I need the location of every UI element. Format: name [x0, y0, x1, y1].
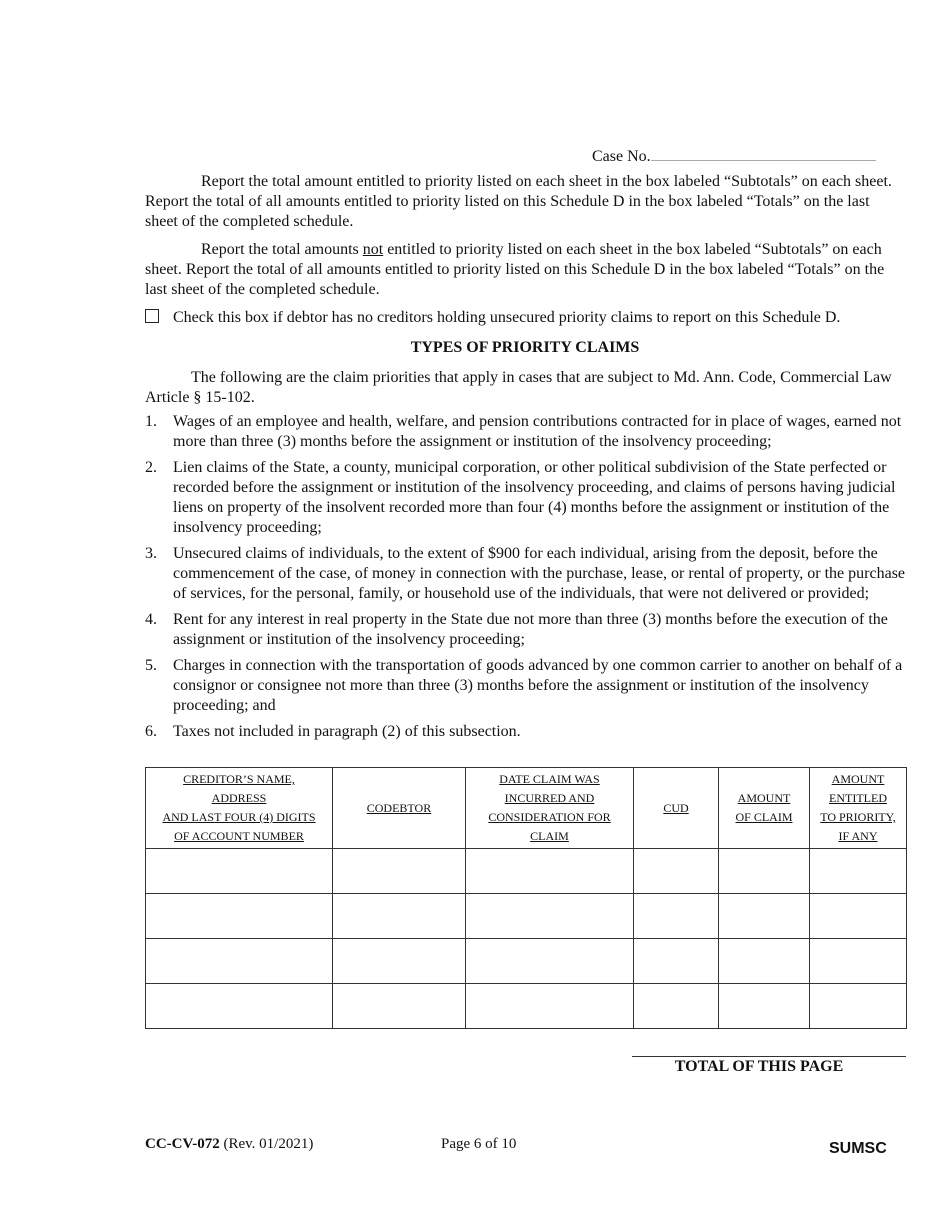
priority-claims-heading: TYPES OF PRIORITY CLAIMS — [410, 339, 640, 356]
priority-list — [145, 412, 905, 748]
footer-page-number: Page 6 of 10 — [441, 1136, 517, 1152]
table-cell[interactable] — [810, 984, 907, 1029]
case-number-label: Case No. — [592, 148, 651, 165]
table-row — [146, 939, 907, 984]
table-cell[interactable] — [466, 849, 634, 894]
table-row — [146, 984, 907, 1029]
priority-item-number: 6. — [145, 723, 157, 740]
table-cell[interactable] — [719, 984, 810, 1029]
table-cell[interactable] — [146, 984, 333, 1029]
table-cell[interactable] — [146, 849, 333, 894]
table-cell[interactable] — [719, 849, 810, 894]
priority-item — [145, 610, 905, 650]
form-number: CC-CV-072 — [145, 1136, 220, 1152]
table-cell[interactable] — [146, 939, 333, 984]
col-header-date-claim: DATE CLAIM WAS INCURRED AND CONSIDERATION FOR CLAIM — [466, 768, 634, 849]
table-cell[interactable] — [466, 939, 634, 984]
table-cell[interactable] — [719, 939, 810, 984]
priority-item — [145, 412, 905, 452]
instruction-paragraph-1: Report the total amount entitled to priority listed on each sheet in the box labeled “Subtotals” on each sheet. Report the total of all amounts entitled to priority listed on this Schedule D in the box labeled “Totals” on the last sheet of the completed schedule. — [145, 173, 892, 230]
footer-court-code: SUMSC — [829, 1140, 887, 1157]
total-of-page-label: TOTAL OF THIS PAGE — [674, 1058, 844, 1075]
priority-item-number: 2. — [145, 459, 157, 476]
priority-item — [145, 544, 905, 604]
table-cell[interactable] — [810, 849, 907, 894]
table-cell[interactable] — [719, 894, 810, 939]
table-cell[interactable] — [146, 894, 333, 939]
table-cell[interactable] — [634, 849, 719, 894]
table-cell[interactable] — [466, 894, 634, 939]
no-creditors-checkbox-label: Check this box if debtor has no creditors holding unsecured priority claims to report on this Schedule D. — [173, 309, 841, 326]
form-revision: (Rev. 01/2021) — [219, 1136, 314, 1152]
priority-item-number: 1. — [145, 413, 157, 430]
no-creditors-checkbox-row — [145, 308, 905, 328]
table-cell[interactable] — [810, 894, 907, 939]
priority-item-number: 3. — [145, 545, 157, 562]
para2-text-after: entitled to priority listed on each sheet in the box labeled “Subtotals” on each sheet. Report the total of all amounts entitled to priority listed on this Schedule D in the box labeled “Totals” on the last sheet of the completed schedule. — [145, 241, 885, 298]
priority-item — [145, 458, 905, 538]
priority-item-text: Wages of an employee and health, welfare, and pension contributions contracted for in place of wages, earned not more than three (3) months before the assignment or institution of the insolvency proceeding; — [173, 413, 902, 450]
table-cell[interactable] — [333, 984, 466, 1029]
table-cell[interactable] — [634, 939, 719, 984]
para2-text-before: Report the total amounts — [201, 241, 363, 258]
priority-item — [145, 656, 905, 716]
priority-item-text: Taxes not included in paragraph (2) of this subsection. — [173, 723, 521, 740]
table-cell[interactable] — [333, 939, 466, 984]
priority-item-text: Unsecured claims of individuals, to the extent of $900 for each individual, arising from the deposit, before the commencement of the case, of money in connection with the purchase, lease, or rental of property, or the purchase of services, for the personal, family, or household use of the individuals, that were not delivered or provided; — [173, 545, 906, 602]
table-row — [146, 849, 907, 894]
priority-item-text: Charges in connection with the transportation of goods advanced by one common carrier to another on behalf of a consignor or consignee not more than three (3) months before the assignment or institution of the insolvency proceeding; and — [173, 657, 903, 714]
instruction-paragraph-2 — [145, 240, 900, 300]
col-header-creditor: CREDITOR’S NAME, ADDRESS AND LAST FOUR (4) DIGITS OF ACCOUNT NUMBER — [146, 768, 333, 849]
priority-item-number: 5. — [145, 657, 157, 674]
table-cell[interactable] — [333, 894, 466, 939]
table-row — [146, 894, 907, 939]
col-header-amount-of-claim: AMOUNT OF CLAIM — [719, 768, 810, 849]
priority-item-text: Rent for any interest in real property in the State due not more than three (3) months before the execution of the assignment or institution of the insolvency proceeding; — [173, 611, 888, 648]
table-header-row — [146, 768, 907, 849]
no-creditors-checkbox[interactable] — [145, 309, 159, 323]
footer-form-id — [145, 1136, 313, 1153]
total-signature-line — [632, 1056, 906, 1057]
priority-item-number: 4. — [145, 611, 157, 628]
table-cell[interactable] — [333, 849, 466, 894]
col-header-cud: CUD — [634, 768, 719, 849]
table-cell[interactable] — [634, 984, 719, 1029]
priority-intro: The following are the claim priorities that apply in cases that are subject to Md. Ann. Code, Commercial Law Article § 15-102. — [145, 369, 892, 406]
col-header-amount-priority: AMOUNT ENTITLED TO PRIORITY, IF ANY — [810, 768, 907, 849]
table-cell[interactable] — [810, 939, 907, 984]
priority-item-text: Lien claims of the State, a county, municipal corporation, or other political subdivision of the State perfected or recorded before the assignment or institution of the insolvency proceeding, and claims of persons having judicial liens on property of the insolvent recorded more than four (4) months before the assignment or institution of the insolvency proceeding; — [173, 459, 896, 536]
para2-underlined-word: not — [362, 241, 384, 258]
case-number — [592, 146, 876, 166]
table-cell[interactable] — [634, 894, 719, 939]
col-header-codebtor: CODEBTOR — [333, 768, 466, 849]
priority-item — [145, 722, 905, 742]
table-cell[interactable] — [466, 984, 634, 1029]
case-number-field[interactable] — [651, 146, 876, 161]
claims-table — [145, 767, 907, 1029]
